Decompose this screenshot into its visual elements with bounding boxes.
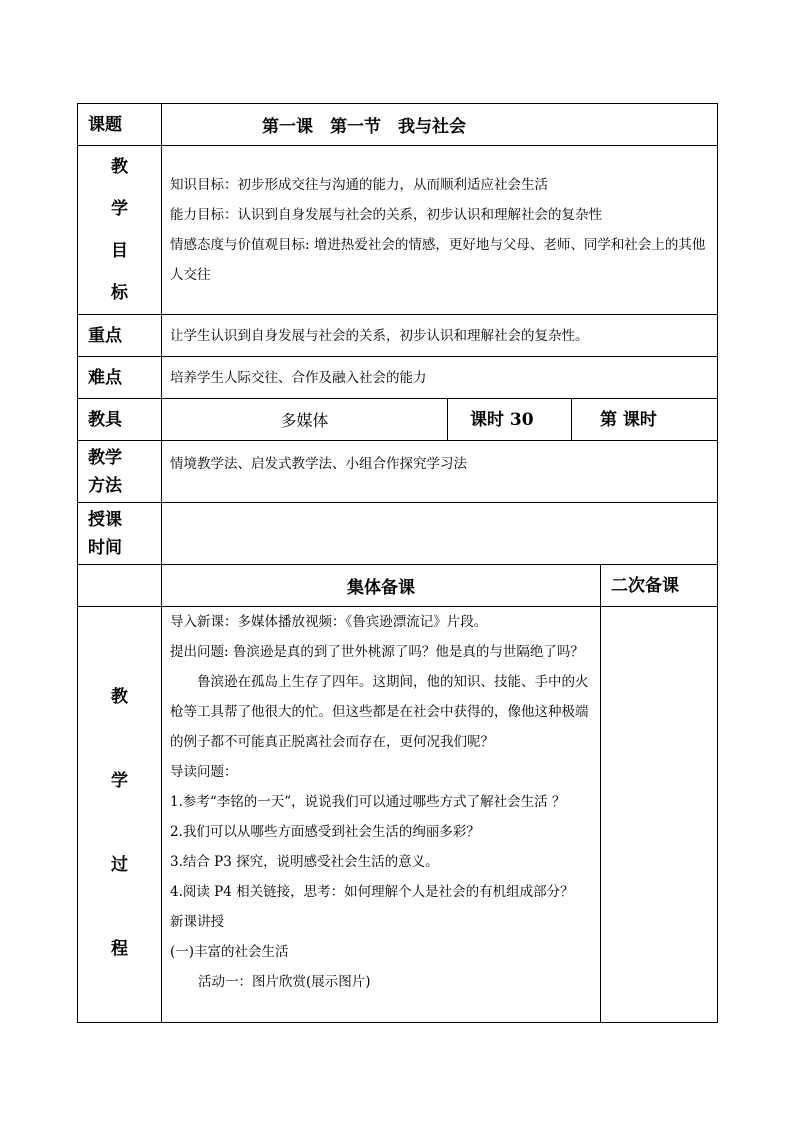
difficulty-value: 培养学生人际交往、合作及融入社会的能力 <box>162 357 718 399</box>
process-question: 提出问题: 鲁滨逊是真的到了世外桃源了吗？他是真的与世隔绝了吗？ <box>170 644 584 660</box>
key-point-value: 让学生认识到自身发展与社会的关系，初步认识和理解社会的复杂性。 <box>162 315 718 357</box>
time-label-line: 授课 <box>88 509 122 530</box>
process-guide-item: 4.阅读 P4 相关链接，思考：如何理解个人是社会的有机组成部分？ <box>170 884 574 900</box>
process-label-char: 程 <box>111 939 128 959</box>
methods-label-line: 教学 <box>88 447 122 468</box>
process-label-char: 学 <box>111 771 128 791</box>
objectives-label-char: 标 <box>111 283 128 303</box>
process-guide-item: 2.我们可以从哪些方面感受到社会生活的绚丽多彩？ <box>170 824 480 840</box>
methods-value: 情境教学法、启发式教学法、小组合作探究学习法 <box>162 441 718 503</box>
row-process <box>78 607 718 1023</box>
row-objectives <box>78 146 718 315</box>
process-content <box>162 607 601 1023</box>
topic-label: 课题 <box>78 104 162 146</box>
tools-label: 教具 <box>78 399 162 441</box>
time-label-line: 时间 <box>88 537 122 558</box>
process-label-char: 教 <box>111 687 128 707</box>
process-guide-item: 3.结合 P3 探究，说明感受社会生活的意义。 <box>170 854 439 870</box>
methods-label <box>78 441 162 503</box>
row-topic <box>78 104 718 146</box>
process-guide-heading: 导读问题： <box>170 764 238 780</box>
difficulty-label: 难点 <box>78 357 162 399</box>
process-activity: 活动一：图片欣赏(展示图片) <box>198 974 371 990</box>
lesson-plan-table <box>77 103 718 1023</box>
row-tools <box>78 399 718 441</box>
objectives-label <box>78 146 162 315</box>
process-label-char: 过 <box>111 855 128 875</box>
objectives-label-char: 教 <box>111 157 128 177</box>
class-hours-label: 课时 30 <box>448 399 572 441</box>
row-key-point <box>78 315 718 357</box>
time-value <box>162 503 718 565</box>
time-label <box>78 503 162 565</box>
row-difficulty <box>78 357 718 399</box>
process-guide-item: 1.参考“李铭的一天”，说说我们可以通过哪些方式了解社会生活 ？ <box>170 794 566 810</box>
objective-ability: 能力目标：认识到自身发展与社会的关系，初步认识和理解社会的复杂性 <box>170 207 602 223</box>
session-label: 第 课时 <box>572 399 718 441</box>
process-intro: 导入新课：多媒体播放视频：《鲁宾逊漂流记》片段。 <box>170 614 488 630</box>
process-label <box>78 607 162 1023</box>
row-prep-header <box>78 565 718 607</box>
key-point-label: 重点 <box>78 315 162 357</box>
prep-header-blank <box>78 565 162 607</box>
topic-value: 第一课 第一节 我与社会 <box>162 104 718 146</box>
objectives-label-char: 目 <box>111 241 128 261</box>
tools-value: 多媒体 <box>162 399 448 441</box>
objectives-label-char: 学 <box>111 199 128 219</box>
collective-prep-label: 集体备课 <box>162 565 601 607</box>
process-paragraph: 鲁滨逊在孤岛上生存了四年。这期间，他的知识、技能、手中的火枪等工具帮了他很大的忙。但这些都是在社会中获得的，像他这种极端的例子都不可能真正脱离社会而存在，更何况我们呢？ <box>170 674 589 750</box>
objective-knowledge: 知识目标：初步形成交往与沟通的能力，从而顺利适应社会生活 <box>170 177 548 193</box>
row-methods <box>78 441 718 503</box>
objectives-content <box>162 146 718 315</box>
secondary-prep-content <box>601 607 718 1023</box>
row-time <box>78 503 718 565</box>
secondary-prep-label: 二次备课 <box>601 565 718 607</box>
methods-label-line: 方法 <box>88 475 122 496</box>
process-section-heading: (一)丰富的社会生活 <box>170 944 289 960</box>
process-new-lesson: 新课讲授 <box>170 914 224 930</box>
objective-attitude: 情感态度与价值观目标: 增进热爱社会的情感，更好地与父母、老师、同学和社会上的其他人交往 <box>170 237 706 283</box>
